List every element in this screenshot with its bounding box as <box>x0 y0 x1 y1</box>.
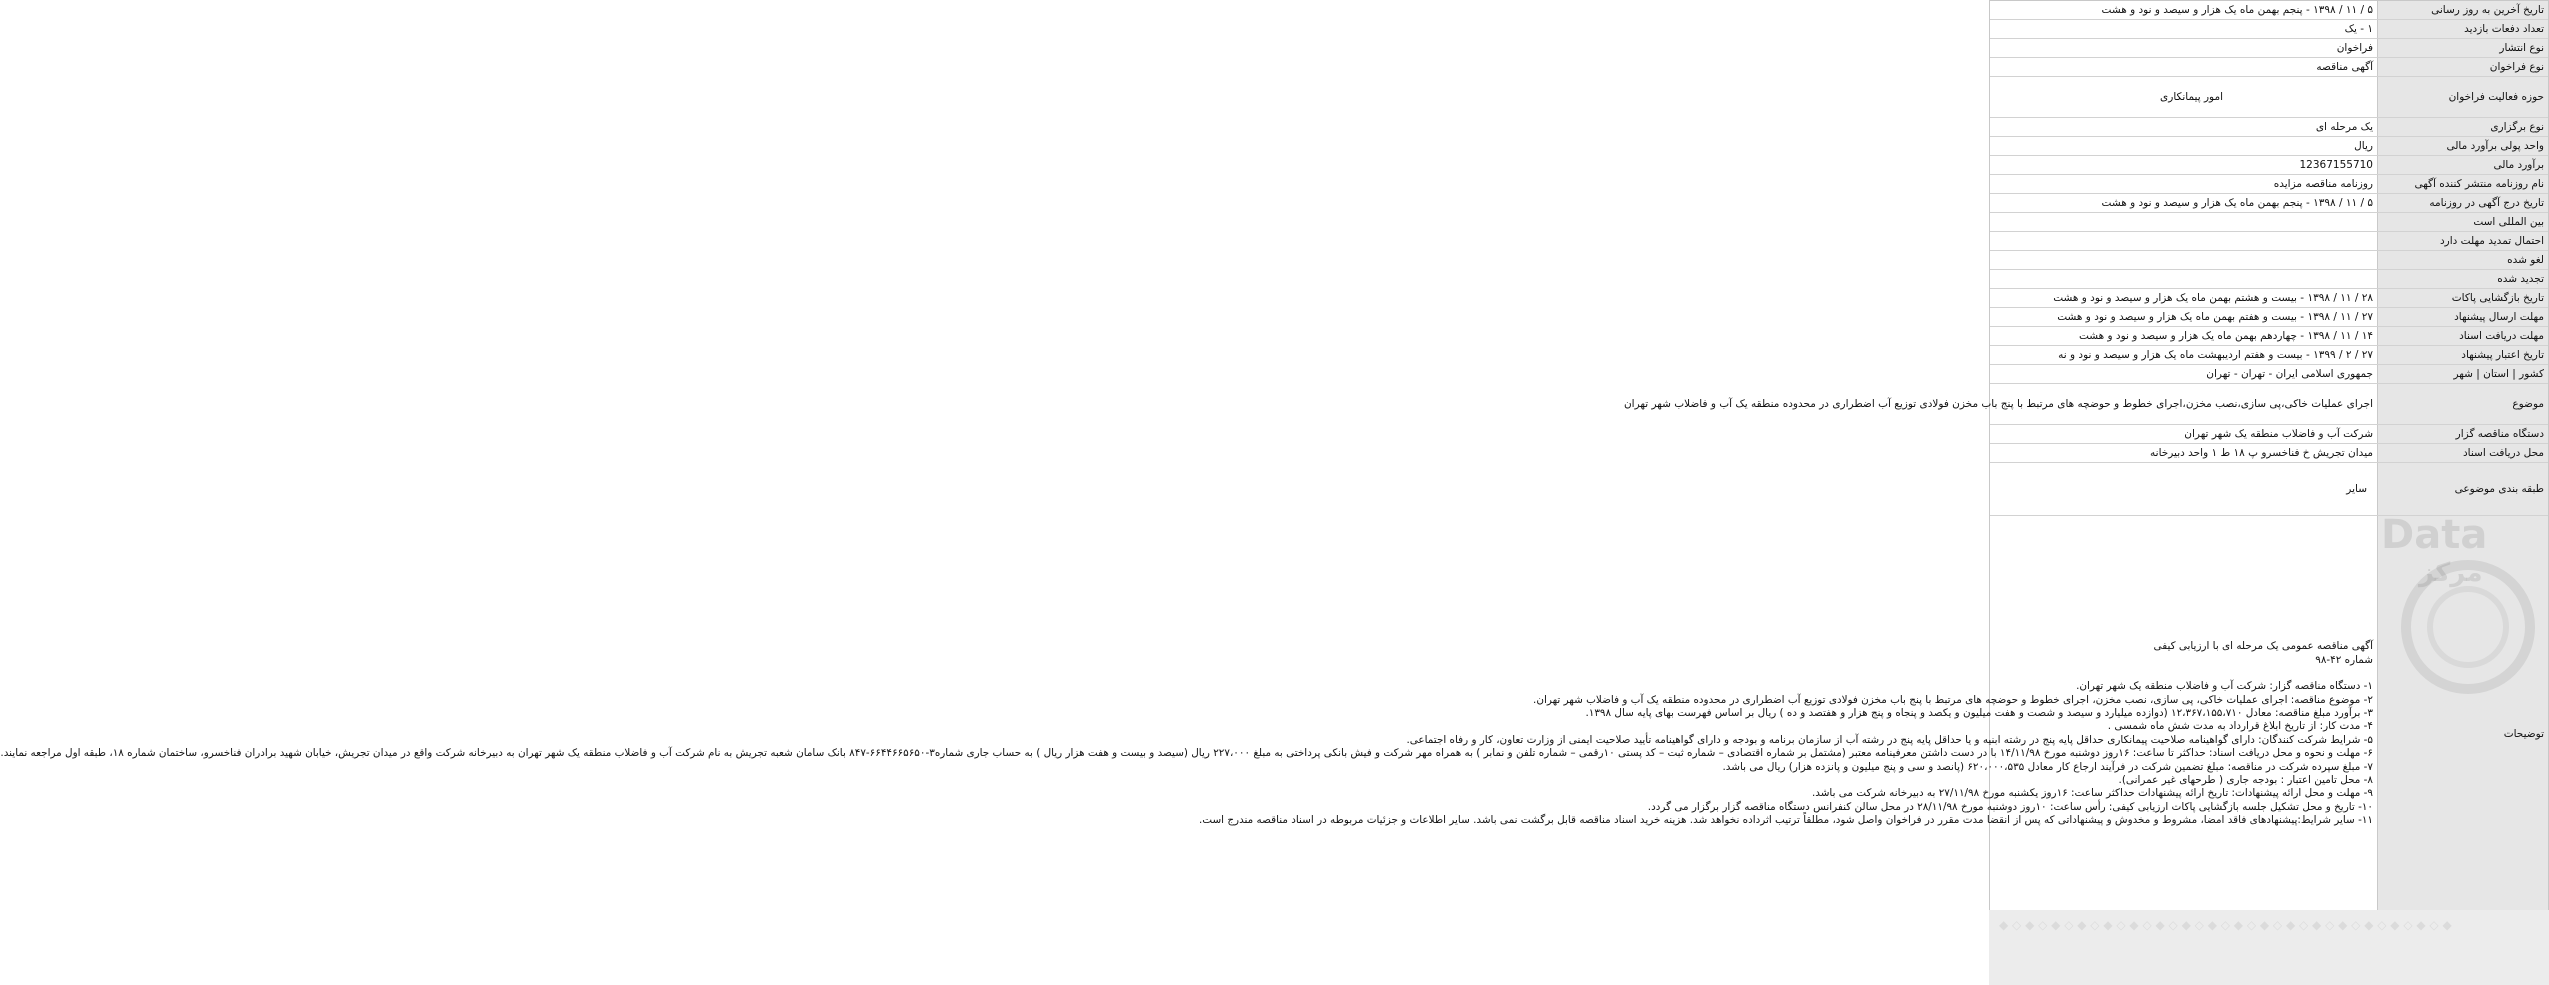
row-opening-date <box>1990 289 2548 308</box>
label-international: بین المللی است <box>2378 213 2549 232</box>
row-location <box>1990 365 2548 384</box>
value-activity-area-text: امور پیمانکاری <box>2160 91 2223 103</box>
label-renewed: تجدید شده <box>2378 270 2549 289</box>
desc-item-1: ۱- دستگاه مناقصه گزار: شرکت آب و فاضلاب منطقه یک شهر تهران. <box>2076 680 2373 693</box>
row-currency <box>1990 137 2548 156</box>
desc-item-7: ۷- مبلغ سپرده شرکت در مناقصه: مبلغ تضمین شرکت در فرآیند ارجاع کار معادل ۶۲۰،۰۰۰،۵۳۵ (پانصد و سی و پنج میلیون و پانزده هزار) ریال می باشد. <box>1722 760 2373 773</box>
row-send-deadline <box>1990 308 2548 327</box>
label-description: توضیحات <box>2378 516 2549 953</box>
row-estimate <box>1990 156 2548 175</box>
value-activity-area <box>1990 77 2378 118</box>
label-publisher-name: نام روزنامه منتشر کننده آگهی <box>2378 175 2549 194</box>
value-validity-date: ۲۷ / ۲ / ۱۳۹۹ - بیست و هفتم اردیبهشت ماه یک هزار و سیصد و نود و نه <box>1990 346 2378 365</box>
desc-item-4: ۴- مدت کار: از تاریخ ابلاغ قرارداد به مدت شش ماه شمسی . <box>2107 720 2373 733</box>
row-organizer <box>1990 425 2548 444</box>
row-renewed <box>1990 270 2548 289</box>
value-visit-count: ۱ - یک <box>1990 20 2378 39</box>
value-estimate <box>1990 156 2378 175</box>
label-opening-date: تاریخ بازگشایی پاکات <box>2378 289 2549 308</box>
value-send-deadline: ۲۷ / ۱۱ / ۱۳۹۸ - بیست و هفتم بهمن ماه یک هزار و سیصد و نود و هشت <box>1990 308 2378 327</box>
value-renewed <box>1990 270 2378 289</box>
desc-item-8: ۸- محل تامین اعتبار : بودجه جاری ( طرحهای غیر عمرانی). <box>2118 774 2373 787</box>
label-holding-type: نوع برگزاری <box>2378 118 2549 137</box>
label-activity-area: حوزه فعالیت فراخوان <box>2378 77 2549 118</box>
label-validity-date: تاریخ اعتبار پیشنهاد <box>2378 346 2549 365</box>
label-send-deadline: مهلت ارسال پیشنهاد <box>2378 308 2549 327</box>
value-currency: ریال <box>1990 137 2378 156</box>
value-call-type: آگهی مناقصه <box>1990 58 2378 77</box>
label-publish-type: نوع انتشار <box>2378 39 2549 58</box>
label-estimate: برآورد مالی <box>2378 156 2549 175</box>
row-newspaper-date <box>1990 194 2548 213</box>
label-organizer: دستگاه مناقصه گزار <box>2378 425 2549 444</box>
desc-item-9: ۹- مهلت و محل ارائه پیشنهادات: تاریخ ارائه پیشنهادات حداکثر ساعت: ۱۶روز یکشنبه مورخ ۲۷/۱۱/۹۸ به دبیرخانه شرکت می باشد. <box>1811 787 2373 800</box>
value-doc-place: میدان تجریش خ فناخسرو پ ۱۸ ط ۱ واحد دبیرخانه <box>1990 444 2378 463</box>
value-opening-date: ۲۸ / ۱۱ / ۱۳۹۸ - بیست و هشتم بهمن ماه یک هزار و سیصد و نود و هشت <box>1990 289 2378 308</box>
value-description <box>0 516 2378 953</box>
value-classification-text: سایر <box>2346 483 2367 495</box>
desc-number: شماره ۴۲-۹۸ <box>2315 653 2373 666</box>
footer-pattern: ◆ ◇ ◆ ◇ ◆ ◇ ◆ ◇ ◆ ◇ ◆ ◇ ◆ ◇ ◆ ◇ ◆ ◇ ◆ ◇ ◆ ◇ ◆ ◇ ◆ ◇ ◆ ◇ ◆ ◇ ◆ ◇ ◆ ◇ ◆ <box>1999 918 2452 932</box>
row-international <box>1990 213 2548 232</box>
value-classification <box>1990 463 2378 516</box>
value-subject: اجرای عملیات خاکی،پی سازی،نصب مخزن،اجرای خطوط و حوضچه های مرتبط با پنج باب مخزن فولادی توزیع آب اضطراری در محدوده منطقه یک آب و فاضلاب شهر تهران <box>1990 384 2378 425</box>
label-last-update: تاریخ آخرین به روز رسانی <box>2378 1 2549 20</box>
row-holding-type <box>1990 118 2548 137</box>
value-newspaper-date: ۵ / ۱۱ / ۱۳۹۸ - پنجم بهمن ماه یک هزار و سیصد و نود و هشت <box>1990 194 2378 213</box>
row-doc-place <box>1990 444 2548 463</box>
value-holding-type: یک مرحله ای <box>1990 118 2378 137</box>
label-extension: احتمال تمدید مهلت دارد <box>2378 232 2549 251</box>
value-extension <box>1990 232 2378 251</box>
row-description <box>1990 516 2548 953</box>
value-international <box>1990 213 2378 232</box>
row-call-type <box>1990 58 2548 77</box>
label-currency: واحد پولی برآورد مالی <box>2378 137 2549 156</box>
label-visit-count: تعداد دفعات بازدید <box>2378 20 2549 39</box>
row-extension <box>1990 232 2548 251</box>
row-validity-date <box>1990 346 2548 365</box>
label-newspaper-date: تاریخ درج آگهی در روزنامه <box>2378 194 2549 213</box>
value-last-update: ۵ / ۱۱ / ۱۳۹۸ - پنجم بهمن ماه یک هزار و سیصد و نود و هشت <box>1990 1 2378 20</box>
value-publisher-name: روزنامه مناقصه مزایده <box>1990 175 2378 194</box>
row-visit-count <box>1990 20 2548 39</box>
value-organizer: شرکت آب و فاضلاب منطقه یک شهر تهران <box>1990 425 2378 444</box>
value-cancelled <box>1990 251 2378 270</box>
desc-item-5: ۵- شرایط شرکت کنندگان: دارای گواهینامه صلاحیت پیمانکاری حداقل پایه پنج در رشته ابنیه و یا حداقل پایه پنج در رشته آب از سازمان برنامه و بودجه و دارای گواهینامه تأیید صلاحیت ایمنی از وزارت تعاون، کار و رفاه اجتماعی. <box>1406 733 2373 746</box>
row-subject <box>1990 384 2548 425</box>
label-classification: طبقه بندی موضوعی <box>2378 463 2549 516</box>
desc-heading: آگهی مناقصه عمومی یک مرحله ای با ارزیابی کیفی <box>2153 640 2373 653</box>
row-activity-area <box>1990 77 2548 118</box>
row-publish-type <box>1990 39 2548 58</box>
label-cancelled: لغو شده <box>2378 251 2549 270</box>
label-call-type: نوع فراخوان <box>2378 58 2549 77</box>
desc-item-2: ۲- موضوع مناقصه: اجرای عملیات خاکی، پی سازی، نصب مخزن، اجرای خطوط و حوضچه های مرتبط با پنج باب مخزن فولادی توزیع آب اضطراری در محدوده منطقه یک آب و فاضلاب شهر تهران. <box>1533 693 2373 706</box>
value-estimate-number: 12367155710 <box>2299 159 2373 171</box>
row-classification <box>1990 463 2548 516</box>
label-receive-deadline: مهلت دریافت اسناد <box>2378 327 2549 346</box>
row-receive-deadline <box>1990 327 2548 346</box>
row-last-update <box>1990 1 2548 20</box>
label-location: کشور | استان | شهر <box>2378 365 2549 384</box>
value-receive-deadline: ۱۴ / ۱۱ / ۱۳۹۸ - چهاردهم بهمن ماه یک هزار و سیصد و نود و هشت <box>1990 327 2378 346</box>
row-cancelled <box>1990 251 2548 270</box>
footer-band <box>1989 910 2549 985</box>
value-location: جمهوری اسلامی ایران - تهران - تهران <box>1990 365 2378 384</box>
desc-item-3: ۳- برآورد مبلغ مناقصه: معادل ۱۲،۳۶۷،۱۵۵،۷۱۰ (دوازده میلیارد و سیصد و شصت و هفت میلیون و یکصد و پنجاه و پنج هزار و هفتصد و ده ) ریال بر اساس فهرست بهای پایه سال ۱۳۹۸. <box>1585 706 2373 719</box>
label-subject: موضوع <box>2378 384 2549 425</box>
desc-item-11: ۱۱- سایر شرایط:پیشنهادهای فاقد امضا، مشروط و مخدوش و پیشنهاداتی که پس از انقضا مدت مقرر در فراخوان واصل شود، مطلقاً ترتیب اثرداده نخواهد شد. هزینه خرید اسناد مناقصه قابل برگشت نمی باشد. سایر اطلاعات و جزئیات مربوطه در اسناد مناقصه مندرج است. <box>1198 814 2373 827</box>
row-publisher-name <box>1990 175 2548 194</box>
desc-item-10: ۱۰- تاریخ و محل تشکیل جلسه بازگشایی پاکات ارزیابی کیفی: رأس ساعت: ۱۰روز دوشنبه مورخ ۲۸/۱۱/۹۸ در محل سالن کنفرانس دستگاه مناقصه گزار برگزار می گردد. <box>1647 800 2373 813</box>
desc-item-6: ۶- مهلت و نحوه و محل دریافت اسناد: حداکثر تا ساعت: ۱۶روز دوشنبه مورخ ۱۴/۱۱/۹۸ با در دست داشتن معرفینامه معتبر (مشتمل بر شماره اقتصادی – شماره ثبت – کد پستی ۱۰رقمی – شماره تلفن و نمابر ) به همراه مهر شرکت و فیش بانکی پرداختی به مبلغ ۲۲۷،۰۰۰ ریال (سیصد و بیست و هفت هزار ریال ) به حساب جاری شماره۳-۶۶۴۴۶۶۵۶۵۰-۸۴۷ بانک سامان شعبه تجریش به نام شرکت آب و فاضلاب منطقه یک شهر تهران به دبیرخانه شرکت واقع در میدان تجریش، خیابان شهید برادران فناخسرو، ساختمان شماره ۱۸، طبقه اول مراجعه نمایند. <box>0 747 2373 760</box>
tender-info-table <box>0 1 2548 953</box>
label-doc-place: محل دریافت اسناد <box>2378 444 2549 463</box>
value-publish-type: فراخوان <box>1990 39 2378 58</box>
